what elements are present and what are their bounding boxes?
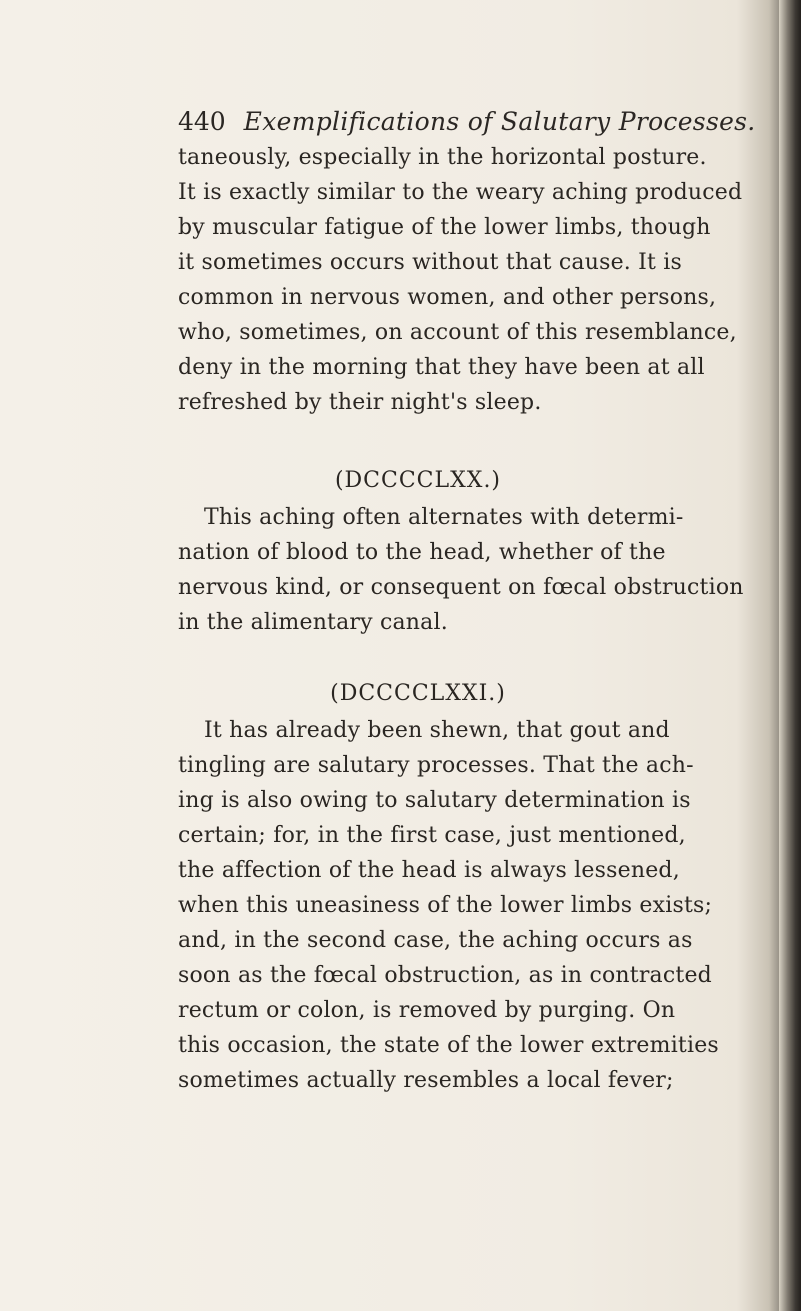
- section-heading-dcccclxxi: (DCCCCLXXI.): [330, 681, 506, 706]
- running-title: Exemplifications of Salutary Processes.: [243, 107, 756, 136]
- text-line: sometimes actually resembles a local fever;: [178, 1068, 674, 1093]
- page-edge-shadow: [779, 0, 801, 1311]
- text-line: and, in the second case, the aching occurs as: [178, 928, 693, 953]
- text-line: tingling are salutary processes. That the ach-: [178, 753, 694, 778]
- text-line: ing is also owing to salutary determination is: [178, 788, 691, 813]
- text-line: It is exactly similar to the weary aching produced: [178, 180, 743, 205]
- paragraph-1: [178, 140, 743, 420]
- text-line: deny in the morning that they have been at all: [178, 355, 705, 380]
- text-line: taneously, especially in the horizontal posture.: [178, 145, 707, 170]
- text-line: when this uneasiness of the lower limbs exists;: [178, 893, 713, 918]
- text-line: the affection of the head is always lessened,: [178, 858, 680, 883]
- text-line: common in nervous women, and other persons,: [178, 285, 717, 310]
- text-line: in the alimentary canal.: [178, 610, 448, 635]
- paragraph-dcccclxxi: [178, 713, 719, 1098]
- text-line: soon as the fœcal obstruction, as in contracted: [178, 963, 712, 988]
- section-heading-dcccclxx: (DCCCCLXX.): [334, 468, 502, 493]
- text-line: It has already been shewn, that gout and: [204, 718, 670, 743]
- text-line: who, sometimes, on account of this resemblance,: [178, 320, 737, 345]
- text-line: by muscular fatigue of the lower limbs, though: [178, 215, 711, 240]
- text-line: certain; for, in the first case, just mentioned,: [178, 823, 686, 848]
- paragraph-dcccclxx: [178, 500, 744, 640]
- text-line: refreshed by their night's sleep.: [178, 390, 542, 415]
- page-number: 440: [178, 107, 226, 136]
- text-line: nervous kind, or consequent on fœcal obstruction: [178, 575, 744, 600]
- text-line: nation of blood to the head, whether of the: [178, 540, 666, 565]
- text-line: This aching often alternates with determi-: [204, 505, 684, 530]
- text-line: this occasion, the state of the lower extremities: [178, 1033, 719, 1058]
- running-header: [178, 104, 756, 140]
- text-line: rectum or colon, is removed by purging. On: [178, 998, 676, 1023]
- text-line: it sometimes occurs without that cause. It is: [178, 250, 683, 275]
